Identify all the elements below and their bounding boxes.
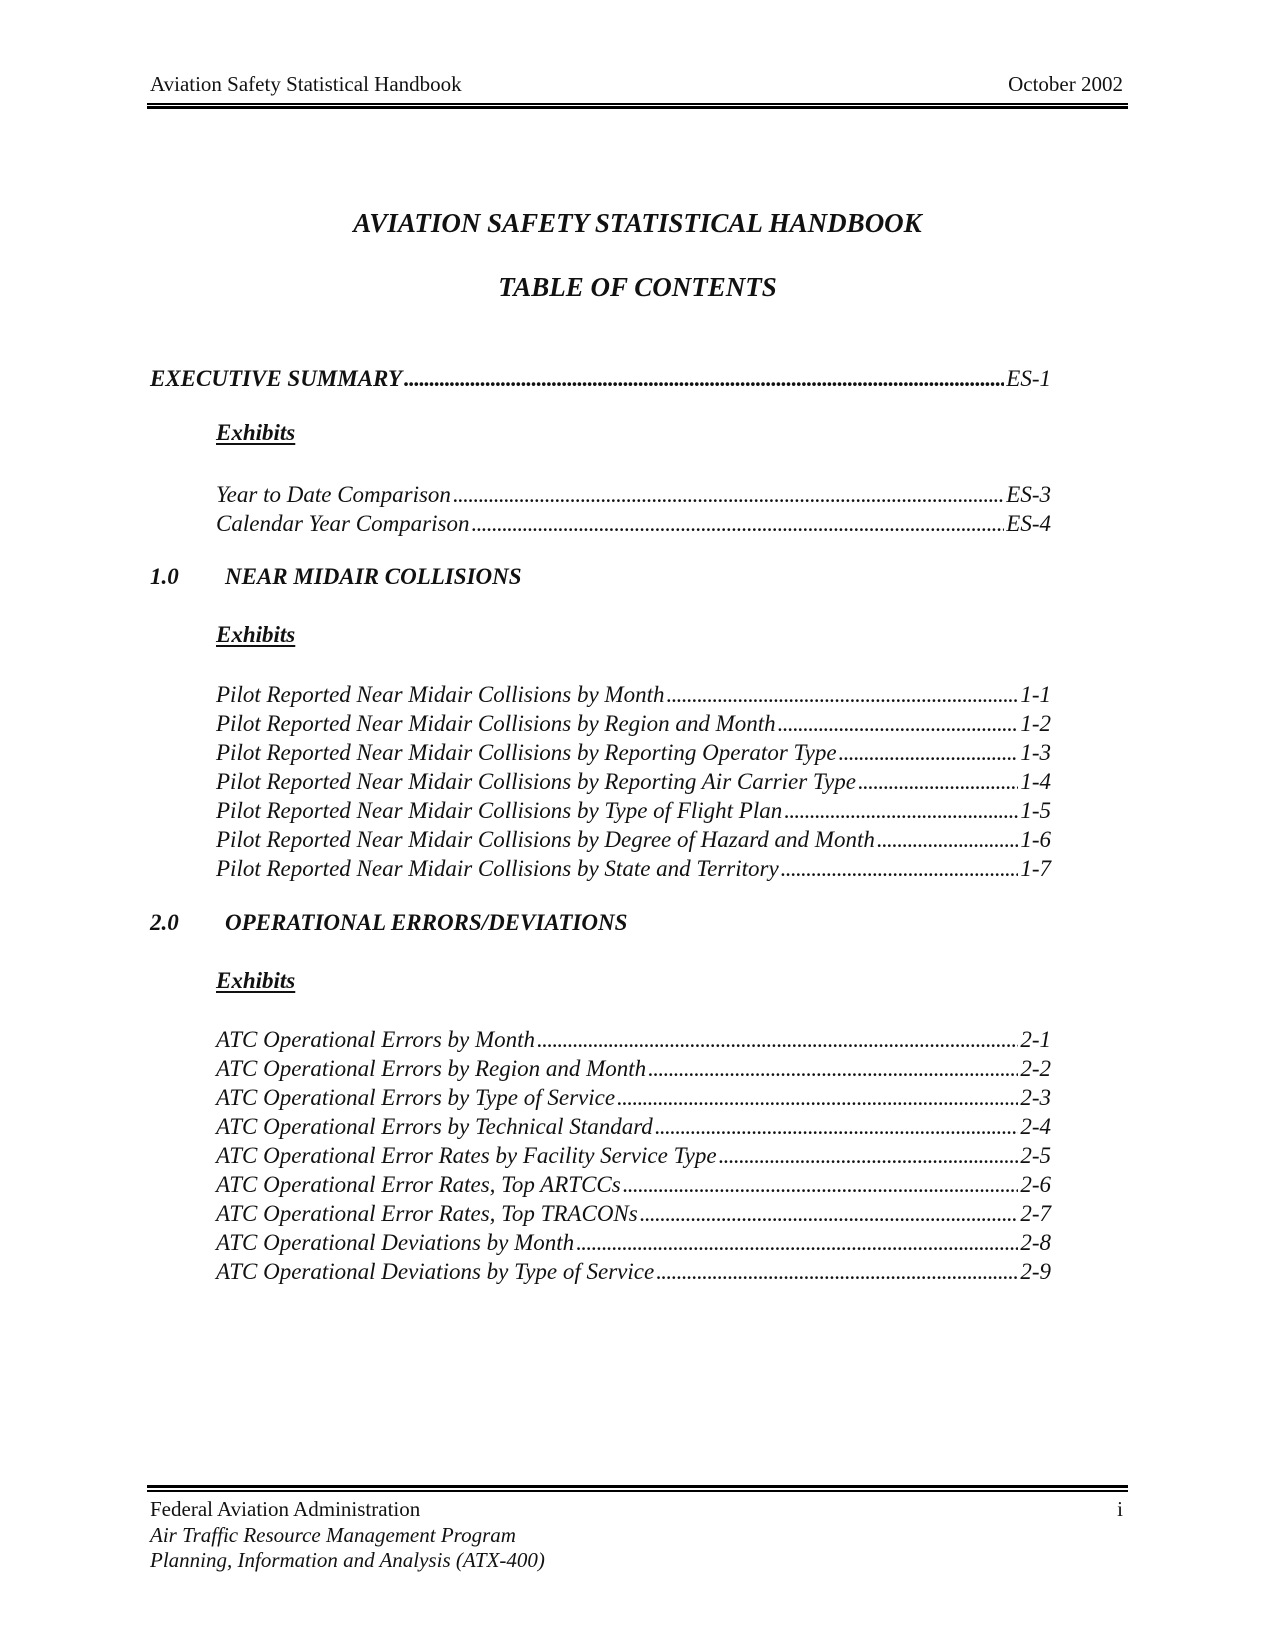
header-date: October 2002 bbox=[1008, 72, 1123, 96]
toc-entry-label: EXECUTIVE SUMMARY bbox=[150, 366, 403, 391]
toc-exhibit-entry[interactable] bbox=[216, 767, 1051, 796]
footer-organization: Federal Aviation Administration bbox=[150, 1497, 421, 1521]
dot-leader bbox=[784, 796, 1018, 825]
running-header bbox=[147, 70, 1128, 108]
toc-entry-label: ATC Operational Errors by Month bbox=[216, 1027, 536, 1052]
toc-entry-label: Pilot Reported Near Midair Collisions by State and Territory bbox=[216, 856, 779, 881]
toc-entry-page: 1-6 bbox=[1020, 827, 1051, 852]
header-document-title: Aviation Safety Statistical Handbook bbox=[150, 72, 462, 96]
header-rule-thin bbox=[147, 103, 1128, 105]
dot-leader bbox=[648, 1054, 1018, 1083]
toc-entry-page: 2-8 bbox=[1020, 1230, 1051, 1255]
footer-program: Air Traffic Resource Management Program bbox=[150, 1523, 516, 1547]
dot-leader bbox=[858, 767, 1018, 796]
toc-exhibit-entry[interactable] bbox=[216, 709, 1051, 738]
dot-leader bbox=[453, 480, 1004, 509]
toc-entry-page: 2-5 bbox=[1020, 1143, 1051, 1168]
toc-exhibit-entry[interactable] bbox=[216, 1257, 1051, 1286]
toc-entry-page: 1-2 bbox=[1020, 711, 1051, 736]
toc-exhibit-entry[interactable] bbox=[216, 1199, 1051, 1228]
toc-exhibit-entry[interactable] bbox=[216, 1025, 1051, 1054]
section-number: 1.0 bbox=[150, 564, 179, 589]
dot-leader bbox=[877, 825, 1018, 854]
toc-entry-page: 1-7 bbox=[1020, 856, 1051, 881]
toc-entry-page: 1-1 bbox=[1020, 682, 1051, 707]
toc-entry-label: ATC Operational Error Rates, Top ARTCCs bbox=[216, 1172, 621, 1197]
toc-entry-label: Pilot Reported Near Midair Collisions by Reporting Air Carrier Type bbox=[216, 769, 856, 794]
dot-leader bbox=[778, 709, 1019, 738]
toc-exhibit-entry[interactable] bbox=[216, 480, 1051, 509]
exhibits-heading-section-2: Exhibits bbox=[216, 968, 296, 993]
toc-entry-label: Pilot Reported Near Midair Collisions by Degree of Hazard and Month bbox=[216, 827, 875, 852]
section-title: OPERATIONAL ERRORS/DEVIATIONS bbox=[225, 910, 628, 935]
dot-leader bbox=[666, 680, 1018, 709]
toc-entry-label: Pilot Reported Near Midair Collisions by Month bbox=[216, 682, 665, 707]
toc-entry-executive-summary[interactable] bbox=[150, 364, 1051, 393]
toc-entry-label: ATC Operational Errors by Type of Service bbox=[216, 1085, 616, 1110]
toc-entry-label: Pilot Reported Near Midair Collisions by Type of Flight Plan bbox=[216, 798, 783, 823]
toc-exhibit-entry[interactable] bbox=[216, 1112, 1051, 1141]
header-rule-thick bbox=[147, 106, 1128, 109]
toc-entry-page: 2-3 bbox=[1020, 1085, 1051, 1110]
toc-entry-page: 2-6 bbox=[1020, 1172, 1051, 1197]
dot-leader bbox=[781, 854, 1019, 883]
toc-entry-page: 2-1 bbox=[1020, 1027, 1051, 1052]
toc-entry-label: Pilot Reported Near Midair Collisions by Region and Month bbox=[216, 711, 776, 736]
footer-rule-thick bbox=[147, 1485, 1128, 1488]
exhibits-heading-section-1: Exhibits bbox=[216, 622, 296, 647]
toc-entry-label: Year to Date Comparison bbox=[216, 482, 451, 507]
toc-exhibit-entry[interactable] bbox=[216, 680, 1051, 709]
toc-exhibit-entry[interactable] bbox=[216, 738, 1051, 767]
dot-leader bbox=[719, 1141, 1019, 1170]
footer-office: Planning, Information and Analysis (ATX-400) bbox=[150, 1548, 545, 1572]
toc-entry-label: ATC Operational Error Rates, Top TRACONs bbox=[216, 1201, 638, 1226]
toc-entry-page: 2-9 bbox=[1020, 1259, 1051, 1284]
footer-rule-thin bbox=[147, 1490, 1128, 1492]
toc-entry-page: 2-4 bbox=[1020, 1114, 1051, 1139]
dot-leader bbox=[640, 1199, 1019, 1228]
toc-entry-label: ATC Operational Error Rates by Facility Service Type bbox=[216, 1143, 717, 1168]
document-title: AVIATION SAFETY STATISTICAL HANDBOOK bbox=[353, 208, 922, 238]
toc-entry-label: ATC Operational Errors by Region and Month bbox=[216, 1056, 647, 1081]
dot-leader bbox=[576, 1228, 1018, 1257]
toc-entry-page: ES-3 bbox=[1006, 482, 1051, 507]
toc-title: TABLE OF CONTENTS bbox=[498, 272, 777, 302]
page-number: i bbox=[1117, 1497, 1123, 1521]
toc-entry-label: ATC Operational Deviations by Month bbox=[216, 1230, 575, 1255]
dot-leader bbox=[623, 1170, 1019, 1199]
dot-leader bbox=[655, 1112, 1019, 1141]
toc-exhibit-entry[interactable] bbox=[216, 1228, 1051, 1257]
toc-section-heading-1[interactable] bbox=[150, 564, 522, 590]
toc-entry-label: ATC Operational Deviations by Type of Service bbox=[216, 1259, 655, 1284]
toc-entry-page: 1-5 bbox=[1020, 798, 1051, 823]
toc-section-heading-2[interactable] bbox=[150, 910, 627, 936]
section-title: NEAR MIDAIR COLLISIONS bbox=[225, 564, 522, 589]
toc-exhibit-entry[interactable] bbox=[216, 825, 1051, 854]
dot-leader bbox=[656, 1257, 1018, 1286]
toc-entry-label: ATC Operational Errors by Technical Standard bbox=[216, 1114, 653, 1139]
exhibits-heading-executive-summary: Exhibits bbox=[216, 420, 296, 445]
toc-entry-page: 1-4 bbox=[1020, 769, 1051, 794]
toc-exhibit-entry[interactable] bbox=[216, 1083, 1051, 1112]
toc-entry-label: Pilot Reported Near Midair Collisions by Reporting Operator Type bbox=[216, 740, 837, 765]
toc-exhibit-entry[interactable] bbox=[216, 1054, 1051, 1083]
dot-leader bbox=[617, 1083, 1018, 1112]
toc-entry-page: ES-1 bbox=[1006, 366, 1051, 391]
section-number: 2.0 bbox=[150, 910, 179, 935]
dot-leader bbox=[839, 738, 1019, 767]
toc-exhibit-entry[interactable] bbox=[216, 509, 1051, 538]
toc-entry-label: Calendar Year Comparison bbox=[216, 511, 470, 536]
running-footer bbox=[147, 1485, 1128, 1585]
toc-entry-page: 2-2 bbox=[1020, 1056, 1051, 1081]
dot-leader bbox=[537, 1025, 1018, 1054]
toc-exhibit-entry[interactable] bbox=[216, 854, 1051, 883]
dot-leader bbox=[471, 509, 1004, 538]
toc-entry-page: 2-7 bbox=[1020, 1201, 1051, 1226]
toc-entry-page: ES-4 bbox=[1006, 511, 1051, 536]
toc-exhibit-entry[interactable] bbox=[216, 1170, 1051, 1199]
toc-exhibit-entry[interactable] bbox=[216, 1141, 1051, 1170]
toc-entry-page: 1-3 bbox=[1020, 740, 1051, 765]
dot-leader bbox=[404, 364, 1004, 393]
toc-exhibit-entry[interactable] bbox=[216, 796, 1051, 825]
